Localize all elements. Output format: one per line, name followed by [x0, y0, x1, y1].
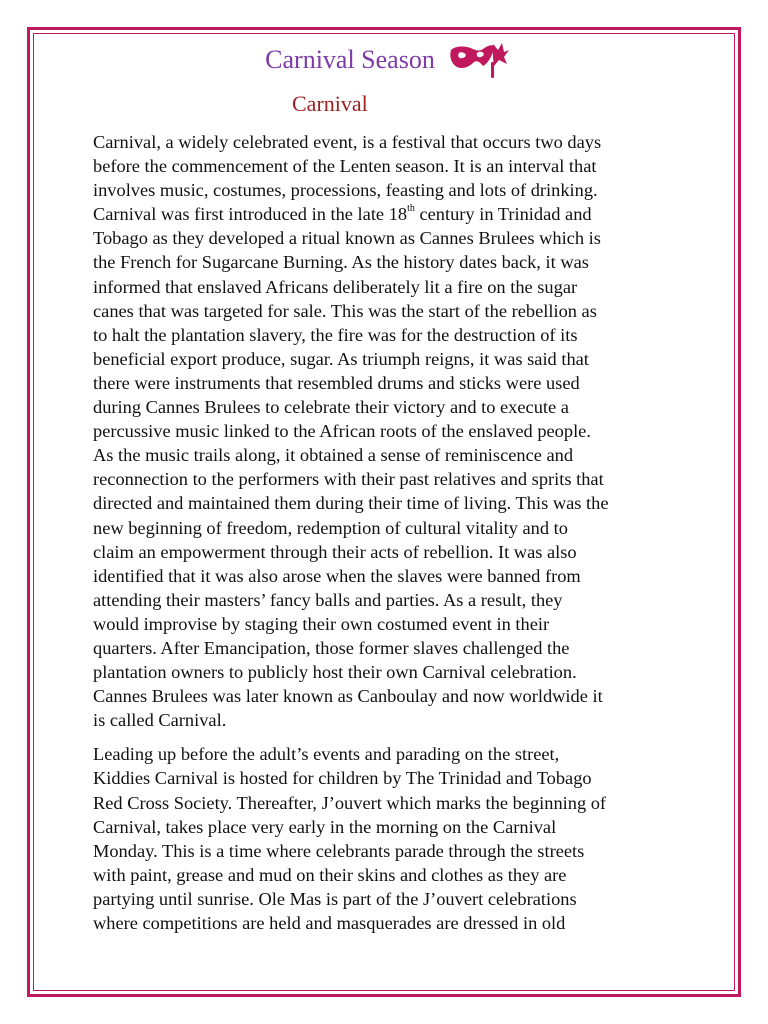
text-fragment: Carnival was first introduced in the late 18: [93, 204, 408, 225]
text-line: attending their masters’ fancy balls and parties. As a result, they: [93, 589, 563, 610]
text-line: As the music trails along, it obtained a sense of reminiscence and: [93, 445, 574, 466]
paragraph: [93, 130, 683, 732]
text-line: the French for Sugarcane Burning. As the history dates back, it was: [93, 252, 589, 273]
text-line: partying until sunrise. Ole Mas is part of the J’ouvert celebrations: [93, 888, 577, 909]
text-line: percussive music linked to the African roots of the enslaved people.: [93, 421, 591, 442]
section-title: Carnival: [292, 91, 368, 116]
text-line: Carnival, a widely celebrated event, is a festival that occurs two days: [93, 132, 602, 152]
page-header: [0, 40, 768, 80]
text-line: there were instruments that resembled drums and sticks were used: [93, 372, 580, 393]
text-fragment: century in Trinidad and: [414, 204, 592, 225]
text-line-with-superscript: [93, 202, 683, 226]
text-line: during Cannes Brulees to celebrate their victory and to execute a: [93, 397, 569, 418]
text-line: is called Carnival.: [93, 710, 227, 731]
text-line: Tobago as they developed a ritual known as Cannes Brulees which is: [93, 228, 601, 249]
text-line: Red Cross Society. Thereafter, J’ouvert which marks the beginning of: [93, 792, 607, 813]
text-line: Monday. This is a time where celebrants parade through the streets: [93, 840, 585, 861]
text-line: would improvise by staging their own costumed event in their: [93, 613, 550, 634]
text-line: quarters. After Emancipation, those former slaves challenged the: [93, 637, 570, 658]
text-line: new beginning of freedom, redemption of cultural vitality and to: [93, 517, 568, 538]
page-title: Carnival Season: [265, 45, 435, 74]
text-line: informed that enslaved Africans deliberately lit a fire on the sugar: [93, 276, 578, 297]
text-line: Kiddies Carnival is hosted for children by The Trinidad and Tobago: [93, 768, 592, 789]
text-line: reconnection to the performers with their past relatives and sprits that: [93, 469, 604, 490]
text-line: Carnival, takes place very early in the morning on the Carnival: [93, 816, 557, 837]
text-line: beneficial export produce, sugar. As triumph reigns, it was said that: [93, 348, 589, 369]
text-line: identified that it was also arose when the slaves were banned from: [93, 565, 581, 586]
paragraph: [93, 742, 683, 935]
text-line: claim an empowerment through their acts of rebellion. It was also: [93, 541, 577, 562]
document-body: [93, 130, 683, 945]
text-line: involves music, costumes, processions, feasting and lots of drinking.: [93, 180, 598, 201]
carnival-mask-icon: [447, 40, 509, 80]
text-line: where competitions are held and masquerades are dressed in old: [93, 913, 566, 933]
text-line: before the commencement of the Lenten season. It is an interval that: [93, 156, 597, 177]
superscript: th: [407, 203, 415, 215]
text-line: Leading up before the adult’s events and parading on the street,: [93, 744, 560, 765]
text-line: Cannes Brulees was later known as Canboulay and now worldwide it: [93, 686, 603, 707]
text-line: with paint, grease and mud on their skins and clothes as they are: [93, 864, 567, 885]
text-line: canes that was targeted for sale. This was the start of the rebellion as: [93, 300, 597, 321]
text-line: plantation owners to publicly host their own Carnival celebration.: [93, 662, 577, 683]
text-line: to halt the plantation slavery, the fire was for the destruction of its: [93, 324, 578, 345]
text-line: directed and maintained them during their time of living. This was the: [93, 493, 609, 514]
